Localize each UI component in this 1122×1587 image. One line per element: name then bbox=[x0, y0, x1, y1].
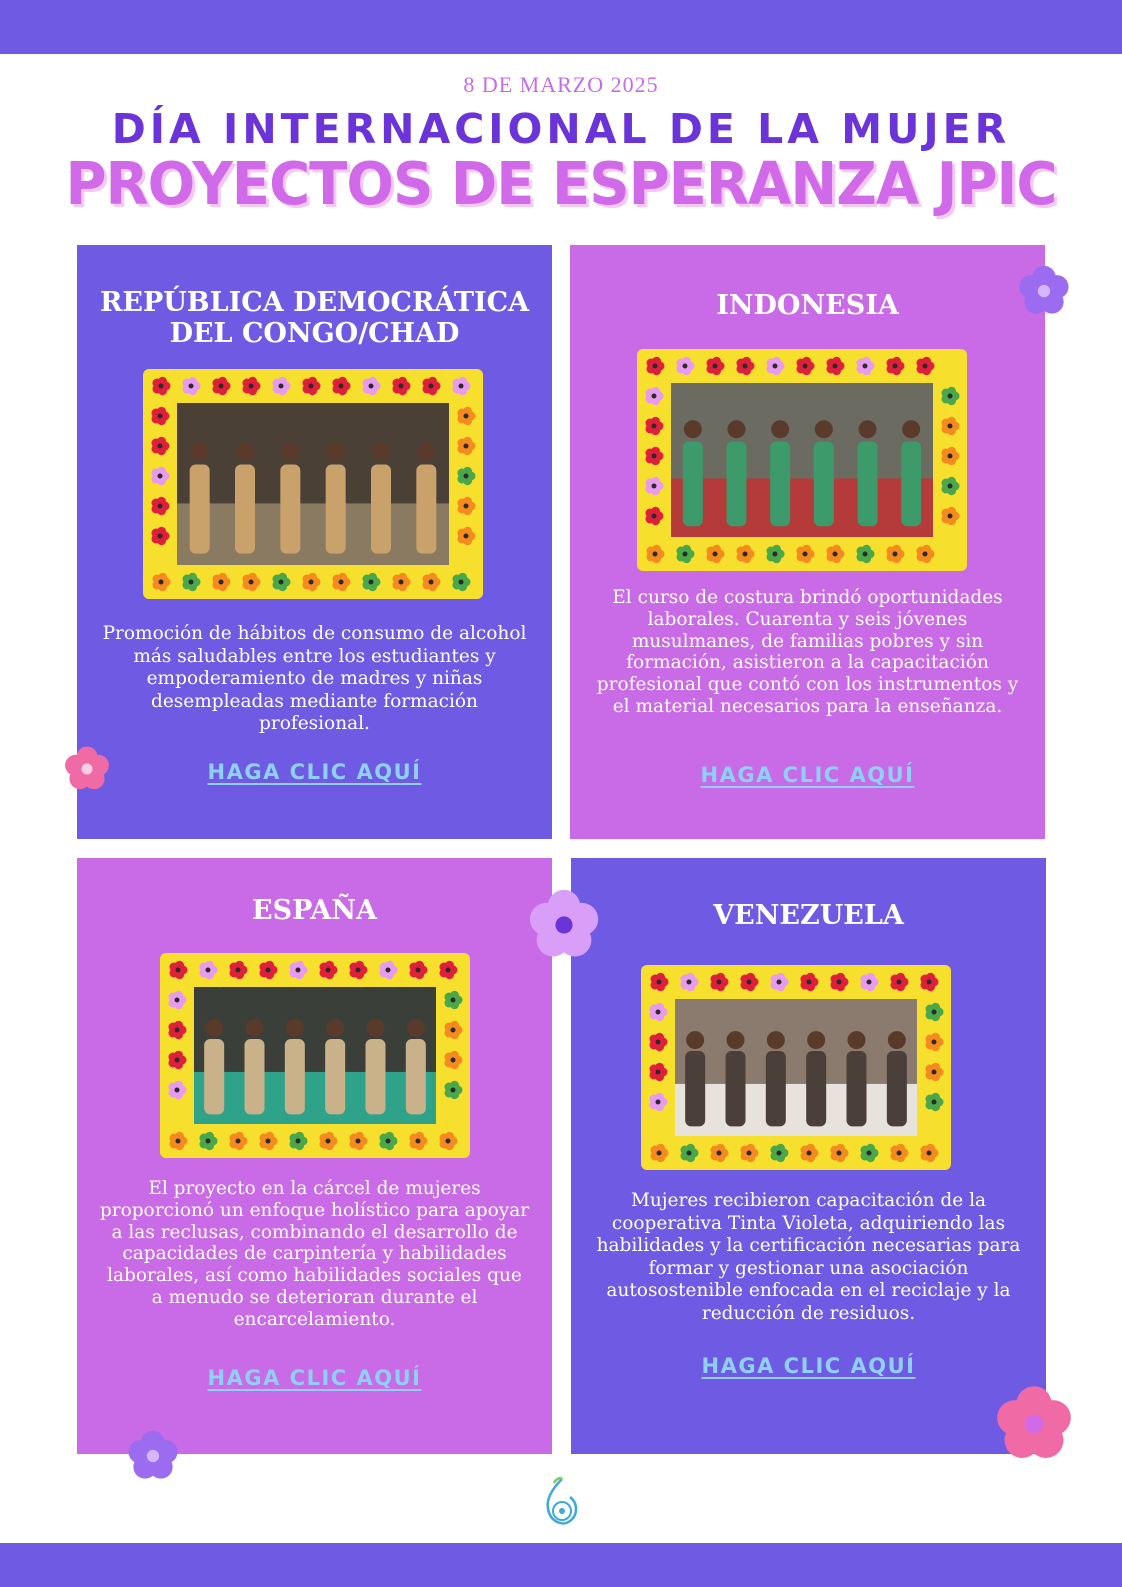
click-here-link[interactable]: HAGA CLIC AQUÍ bbox=[207, 1366, 422, 1390]
click-here-link[interactable]: HAGA CLIC AQUÍ bbox=[701, 1354, 916, 1378]
click-here-link[interactable]: HAGA CLIC AQUÍ bbox=[700, 763, 915, 787]
card-title-line: DEL CONGO/CHAD bbox=[169, 318, 460, 349]
card-description: El curso de costura brindó oportunidades laborales. Cuarenta y seis jóvenes musulmanes, de familias pobres y sin formación, asistieron a la capacitación profesional que contó con los instrumentos y el material necesarios para la enseñanza. bbox=[596, 587, 1019, 717]
card-title: ESPAÑA bbox=[252, 895, 377, 926]
top-band bbox=[0, 0, 1122, 54]
flower-icon bbox=[992, 1382, 1076, 1470]
project-photo bbox=[671, 383, 933, 537]
card-description: El proyecto en la cárcel de mujeres proporcionó un enfoque holístico para apoyar a las reclusas, combinando el desarrollo de capacidades de carpintería y habilidades laborales, así como habilidades sociales que a menudo se deterioran durante el encarcelamiento. bbox=[99, 1178, 530, 1330]
page-title: DÍA INTERNACIONAL DE LA MUJER bbox=[111, 105, 1011, 153]
card-description: Mujeres recibieron capacitación de la cooperativa Tinta Violeta, adquiriendo las habilidades y la certificación necesarias para formar y gestionar una asociación autosostenible enfocada en el reciclaje y la reducción de residuos. bbox=[596, 1190, 1021, 1324]
flower-photo-frame bbox=[160, 953, 470, 1158]
page-subtitle: PROYECTOS DE ESPERANZA JPIC bbox=[65, 150, 1057, 219]
click-here-link[interactable]: HAGA CLIC AQUÍ bbox=[207, 760, 422, 784]
project-card-congo-chad bbox=[77, 245, 552, 839]
project-photo bbox=[177, 403, 449, 565]
project-photo bbox=[194, 987, 436, 1124]
card-title: INDONESIA bbox=[716, 290, 899, 321]
project-card-indonesia bbox=[570, 245, 1045, 839]
bottom-band bbox=[0, 1543, 1122, 1587]
project-card-spain bbox=[77, 858, 552, 1454]
event-date: 8 DE MARZO 2025 bbox=[463, 72, 659, 97]
project-photo bbox=[675, 999, 917, 1136]
flower-icon bbox=[62, 744, 112, 798]
flower-photo-frame bbox=[637, 349, 967, 571]
card-title: VENEZUELA bbox=[713, 900, 904, 931]
jpic-logo-icon bbox=[540, 1475, 584, 1529]
flower-icon bbox=[525, 886, 603, 968]
flower-photo-frame bbox=[143, 369, 483, 599]
card-title bbox=[77, 287, 552, 349]
card-description: Promoción de hábitos de consumo de alcohol más saludables entre los estudiantes y empoderamiento de madres y niñas desempleadas mediante formación profesional. bbox=[102, 623, 527, 734]
flower-icon bbox=[1016, 263, 1072, 323]
project-card-venezuela bbox=[571, 858, 1046, 1454]
flower-photo-frame bbox=[641, 965, 951, 1170]
card-title-line: REPÚBLICA DEMOCRÁTICA bbox=[99, 287, 530, 318]
flower-icon bbox=[125, 1428, 181, 1488]
